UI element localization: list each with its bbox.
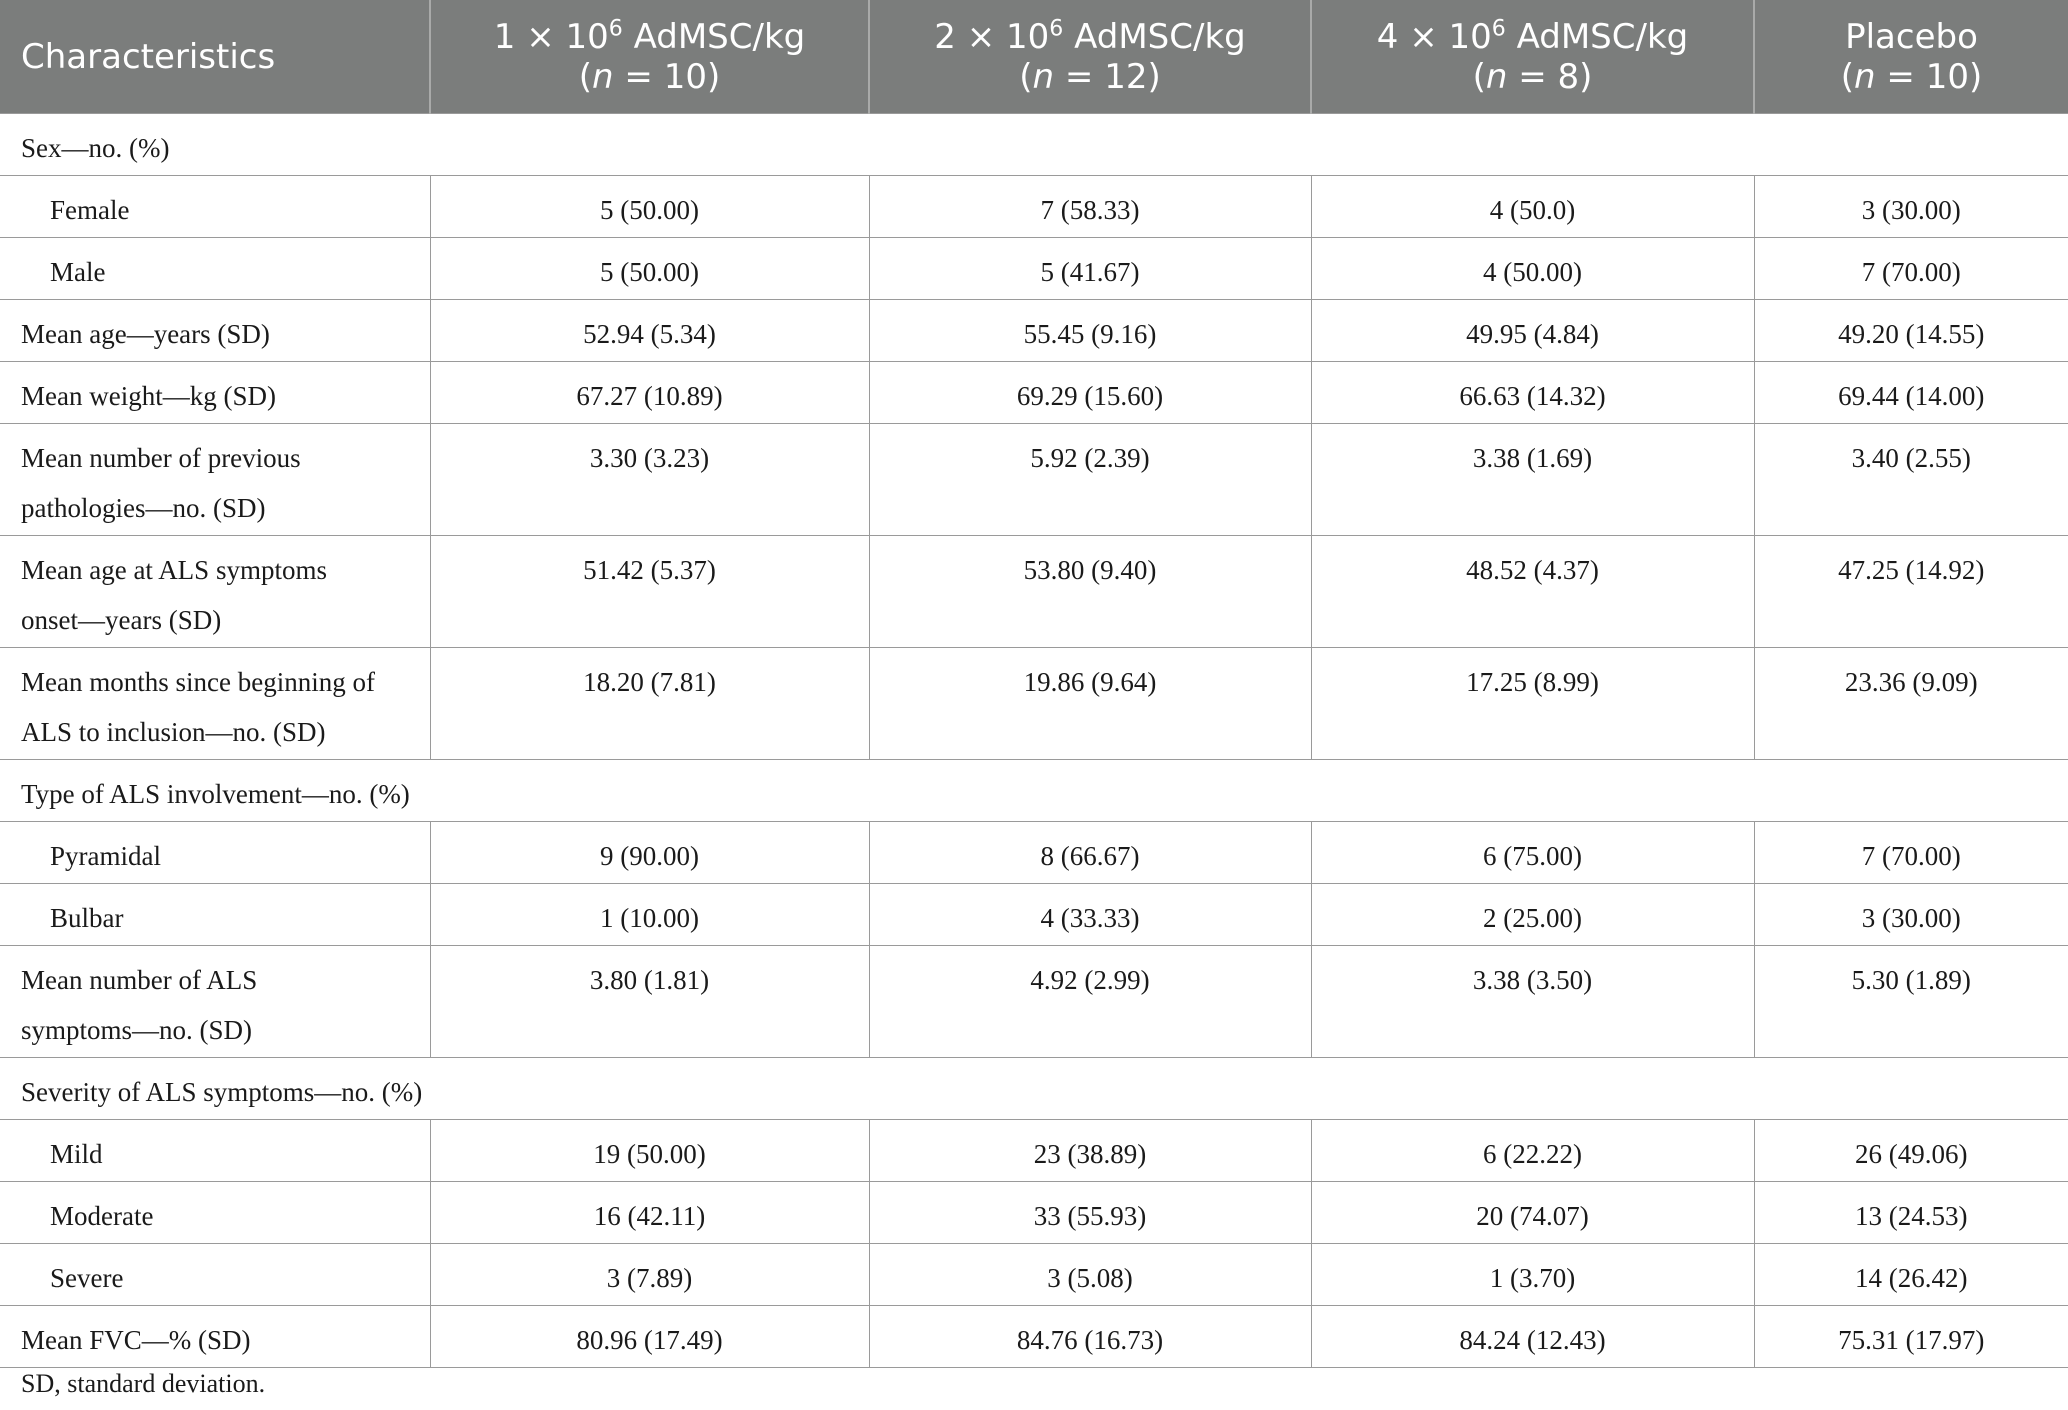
table-footnote: SD, standard deviation. [21, 1369, 266, 1398]
header-dose-1: $1 \times 10^6$ AdMSC/kg (n = 10) [430, 0, 869, 114]
table-cell: 17.25 (8.99) [1311, 648, 1754, 760]
header-row [0, 0, 2068, 114]
table-cell: 67.27 (10.89) [430, 362, 869, 424]
table-row-severe [0, 1244, 2068, 1306]
table-row-age [0, 300, 2068, 362]
table-cell: 66.63 (14.32) [1311, 362, 1754, 424]
table-cell: 84.76 (16.73) [869, 1306, 1311, 1368]
table-cell: 3 (5.08) [869, 1244, 1311, 1306]
row-label: Mean FVC—% (SD) [0, 1306, 430, 1368]
table-cell: 49.20 (14.55) [1754, 300, 2068, 362]
table-row-bulbar [0, 884, 2068, 946]
table-cell: 1 (3.70) [1311, 1244, 1754, 1306]
table-cell: 3.80 (1.81) [430, 946, 869, 1058]
table-row-pathologies [0, 424, 2068, 536]
table-cell: 3 (7.89) [430, 1244, 869, 1306]
table-cell: 3.38 (1.69) [1311, 424, 1754, 536]
table-cell: 8 (66.67) [869, 822, 1311, 884]
section-label: Type of ALS involvement—no. (%) [0, 760, 2068, 822]
table-cell: 51.42 (5.37) [430, 536, 869, 648]
table-cell: 16 (42.11) [430, 1182, 869, 1244]
table-cell: 47.25 (14.92) [1754, 536, 2068, 648]
table-cell: 1 (10.00) [430, 884, 869, 946]
table-cell: 19.86 (9.64) [869, 648, 1311, 760]
header-placebo: Placebo (n = 10) [1754, 0, 2068, 114]
table-cell: 18.20 (7.81) [430, 648, 869, 760]
section-row-sex [0, 114, 2068, 176]
table-cell: 84.24 (12.43) [1311, 1306, 1754, 1368]
row-label: Mild [0, 1120, 430, 1182]
table-cell: 3.38 (3.50) [1311, 946, 1754, 1058]
table-cell: 23.36 (9.09) [1754, 648, 2068, 760]
table-cell: 3 (30.00) [1754, 176, 2068, 238]
table-cell: 19 (50.00) [430, 1120, 869, 1182]
table-cell: 26 (49.06) [1754, 1120, 2068, 1182]
row-label: Mean number of ALS symptoms—no. (SD) [0, 946, 430, 1058]
table-cell: 7 (58.33) [869, 176, 1311, 238]
table-cell: 6 (22.22) [1311, 1120, 1754, 1182]
row-label: Female [0, 176, 430, 238]
table-row-female [0, 176, 2068, 238]
table-cell: 4 (50.00) [1311, 238, 1754, 300]
table-row-fvc [0, 1306, 2068, 1368]
table-cell: 52.94 (5.34) [430, 300, 869, 362]
table-cell: 5 (50.00) [430, 238, 869, 300]
section-label: Severity of ALS symptoms—no. (%) [0, 1058, 2068, 1120]
section-label: Sex—no. (%) [0, 114, 2068, 176]
header-dose-2: $2 \times 10^6$ AdMSC/kg (n = 12) [869, 0, 1311, 114]
table-cell: 5.30 (1.89) [1754, 946, 2068, 1058]
table-cell: 7 (70.00) [1754, 822, 2068, 884]
table-cell: 4.92 (2.99) [869, 946, 1311, 1058]
table-cell: 5 (50.00) [430, 176, 869, 238]
table-cell: 48.52 (4.37) [1311, 536, 1754, 648]
table-row-symptoms [0, 946, 2068, 1058]
table-cell: 3 (30.00) [1754, 884, 2068, 946]
row-label: Mean age—years (SD) [0, 300, 430, 362]
table-cell: 5 (41.67) [869, 238, 1311, 300]
table-cell: 53.80 (9.40) [869, 536, 1311, 648]
table-cell: 55.45 (9.16) [869, 300, 1311, 362]
table-cell: 80.96 (17.49) [430, 1306, 869, 1368]
table-row-weight [0, 362, 2068, 424]
row-label: Mean number of previous pathologies—no. (SD) [0, 424, 430, 536]
table-cell: 6 (75.00) [1311, 822, 1754, 884]
row-label: Severe [0, 1244, 430, 1306]
table-cell: 4 (50.0) [1311, 176, 1754, 238]
table-cell: 14 (26.42) [1754, 1244, 2068, 1306]
table-cell: 33 (55.93) [869, 1182, 1311, 1244]
row-label: Pyramidal [0, 822, 430, 884]
row-label: Moderate [0, 1182, 430, 1244]
table-row-male [0, 238, 2068, 300]
section-row-type [0, 760, 2068, 822]
table-cell: 23 (38.89) [869, 1120, 1311, 1182]
table-cell: 69.44 (14.00) [1754, 362, 2068, 424]
table-cell: 4 (33.33) [869, 884, 1311, 946]
row-label: Mean age at ALS symptoms onset—years (SD) [0, 536, 430, 648]
row-label: Bulbar [0, 884, 430, 946]
row-label: Mean weight—kg (SD) [0, 362, 430, 424]
table-cell: 7 (70.00) [1754, 238, 2068, 300]
table-cell: 69.29 (15.60) [869, 362, 1311, 424]
table-row-pyramidal [0, 822, 2068, 884]
table-cell: 3.40 (2.55) [1754, 424, 2068, 536]
table-row-mild [0, 1120, 2068, 1182]
section-row-severity [0, 1058, 2068, 1120]
header-characteristics: Characteristics [0, 0, 430, 114]
table-row-months [0, 648, 2068, 760]
table-cell: 3.30 (3.23) [430, 424, 869, 536]
table-cell: 20 (74.07) [1311, 1182, 1754, 1244]
row-label: Mean months since beginning of ALS to inclusion—no. (SD) [0, 648, 430, 760]
table-cell: 13 (24.53) [1754, 1182, 2068, 1244]
table-cell: 49.95 (4.84) [1311, 300, 1754, 362]
table-cell: 2 (25.00) [1311, 884, 1754, 946]
table-row-moderate [0, 1182, 2068, 1244]
table-cell: 9 (90.00) [430, 822, 869, 884]
table-row-onset [0, 536, 2068, 648]
row-label: Male [0, 238, 430, 300]
table-cell: 75.31 (17.97) [1754, 1306, 2068, 1368]
table-cell: 5.92 (2.39) [869, 424, 1311, 536]
header-dose-4: $4 \times 10^6$ AdMSC/kg (n = 8) [1311, 0, 1754, 114]
